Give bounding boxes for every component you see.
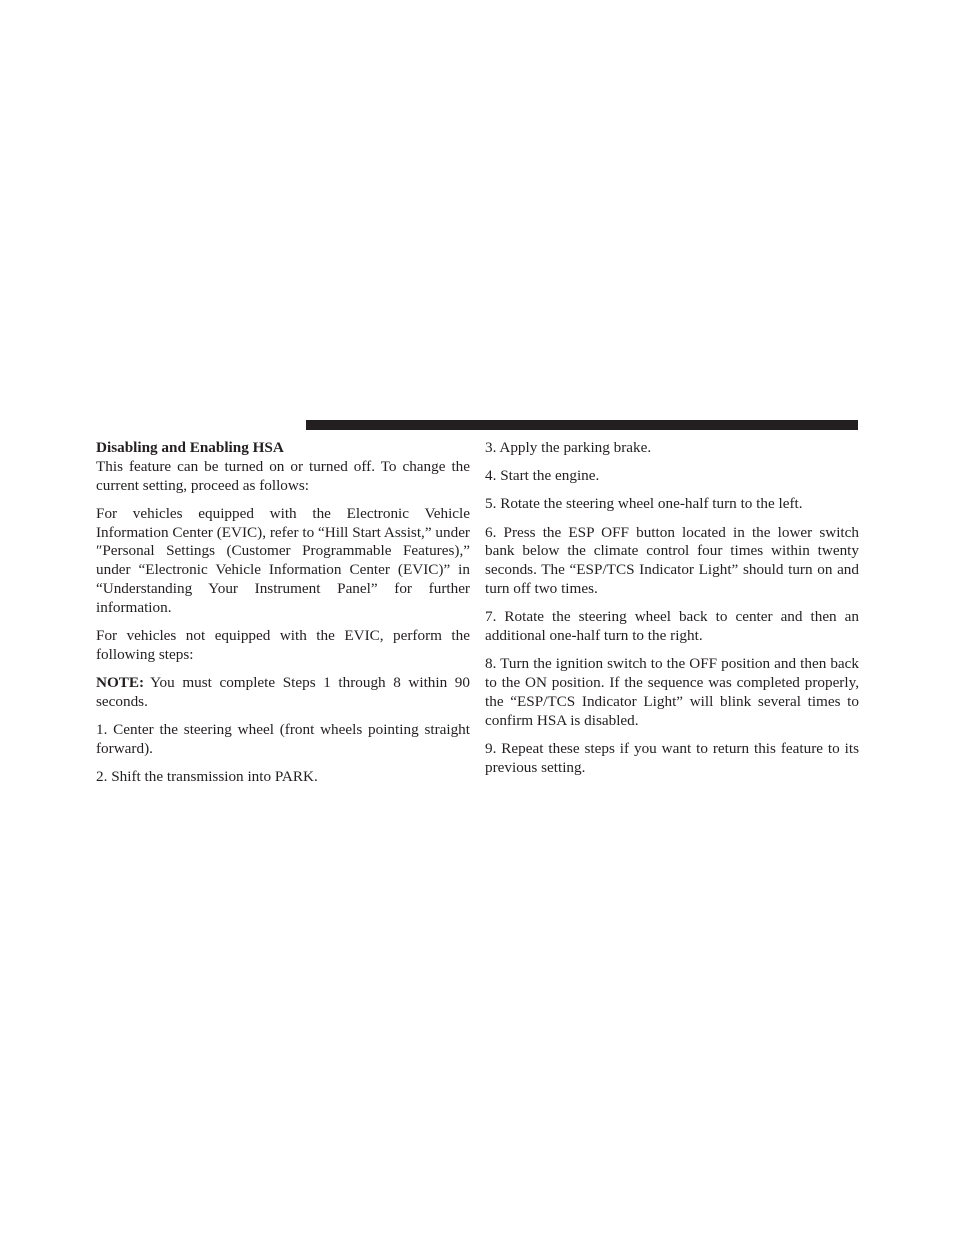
step-3: 3. Apply the parking brake. (485, 439, 652, 456)
non-evic-paragraph: For vehicles not equipped with the EVIC, perform the following steps: (96, 626, 470, 663)
step-5: 5. Rotate the steering wheel one-half turn to the left. (485, 495, 803, 513)
step-6: 6. Press the ESP OFF button located in the lower switch bank below the climate control four times within twenty seconds. The “ESP/TCS Indicator Light” should turn on and turn off two times. (485, 523, 859, 597)
step-2: 2. Shift the transmission into PARK. (96, 767, 318, 785)
header-rule (306, 420, 858, 430)
note-text: You must complete Steps 1 through 8 within 90 seconds. (96, 673, 470, 710)
section-heading: Disabling and Enabling HSA (96, 439, 284, 456)
step-8: 8. Turn the ignition switch to the OFF position and then back to the ON position. If the sequence was completed properly, the “ESP/TCS Indicator Light” will blink several times to confirm HSA is disabled. (485, 655, 859, 729)
intro-paragraph: This feature can be turned on or turned off. To change the current setting, proceed as follows: (96, 457, 470, 494)
step-7: 7. Rotate the steering wheel back to center and then an additional one-half turn to the right. (485, 608, 859, 644)
left-column (96, 439, 470, 796)
step-4: 4. Start the engine. (485, 467, 600, 485)
note-paragraph (96, 674, 470, 712)
note-label: NOTE: (96, 673, 145, 691)
evic-paragraph: For vehicles equipped with the Electronic Vehicle Information Center (EVIC), refer to “Hill Start Assist,” under ″Personal Settings (Customer Programmable Features),” under “Electronic Vehicle Information Center (EVIC)” in “Understanding Your Instrument Panel” for further information. (96, 504, 470, 616)
right-column (485, 439, 859, 787)
step-9: 9. Repeat these steps if you want to return this feature to its previous setting. (485, 739, 859, 776)
step-1: 1. Center the steering wheel (front wheels pointing straight forward). (96, 720, 470, 757)
